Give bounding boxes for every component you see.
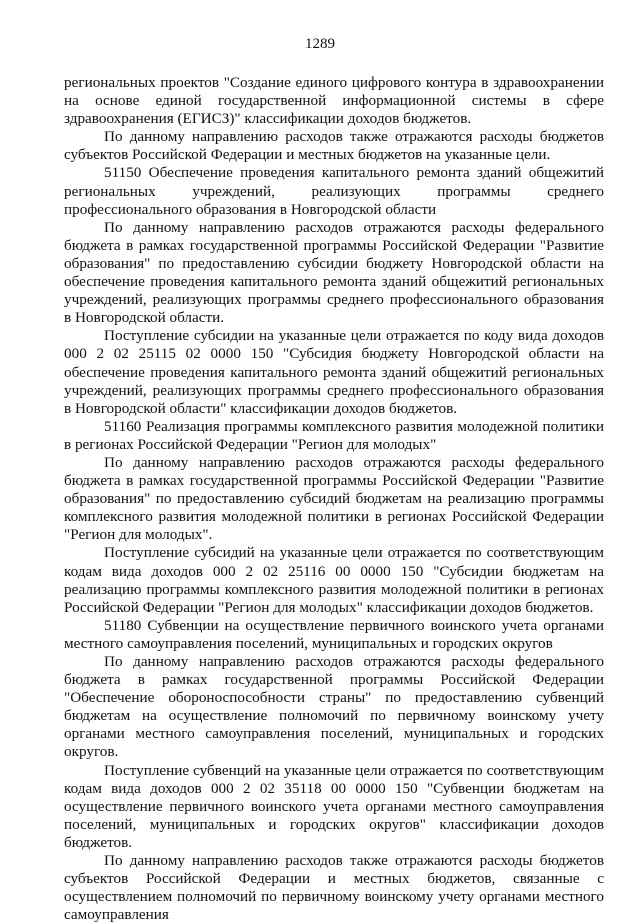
section-heading-51180: 51180 Субвенции на осуществление первичного воинского учета органами местного самоуправления поселений, муниципальных и городских округов xyxy=(64,616,604,652)
paragraph: Поступление субсидии на указанные цели отражается по коду вида доходов 000 2 02 25115 02 0000 150 "Субсидия бюджету Новгородской области на обеспечение проведения капитального ремонта зданий общежитий региональных учреждений, реализующих программы среднего профессионального образования в Новгородской области" классификации доходов бюджетов. xyxy=(64,327,604,417)
section-heading-51160: 51160 Реализация программы комплексного развития молодежной политики в регионах Российской Федерации "Регион для молодых" xyxy=(64,417,604,453)
paragraph-continuation: региональных проектов "Создание единого цифрового контура в здравоохранении на основе единой государственной информационной системы в сфере здравоохранения (ЕГИСЗ)" классификации доходов бюджетов. xyxy=(64,74,604,128)
section-heading-51150: 51150 Обеспечение проведения капитального ремонта зданий общежитий региональных учреждений, реализующих программы среднего профессионального образования в Новгородской области xyxy=(64,164,604,218)
paragraph: Поступление субвенций на указанные цели отражается по соответствующим кодам вида доходов 000 2 02 35118 00 0000 150 "Субвенции бюджетам на осуществление первичного воинского учета органами местного самоуправления поселений, муниципальных и городских округов" классификации доходов бюджетов. xyxy=(64,761,604,851)
page-number: 1289 xyxy=(305,36,335,52)
document-body xyxy=(64,74,604,924)
paragraph: Поступление субсидий на указанные цели отражается по соответствующим кодам вида доходов 000 2 02 25116 00 0000 150 "Субсидии бюджетам на реализацию программы комплексного развития молодежной политики в регионах Российской Федерации "Регион для молодых" классификации доходов бюджетов. xyxy=(64,544,604,616)
paragraph: По данному направлению расходов отражаются расходы федерального бюджета в рамках государственной программы Российской Федерации "Развитие образования" по предоставлению субсидии бюджету Новгородской области на обеспечение проведения капитального ремонта зданий общежитий региональных учреждений, реализующих программы среднего профессионального образования в Новгородской области. xyxy=(64,218,604,327)
paragraph: По данному направлению расходов также отражаются расходы бюджетов субъектов Российской Федерации и местных бюджетов на указанные цели. xyxy=(64,128,604,164)
paragraph: По данному направлению расходов также отражаются расходы бюджетов субъектов Российской Федерации и местных бюджетов, связанные с осуществлением полномочий по первичному воинскому учету органами местного самоуправления xyxy=(64,852,604,924)
paragraph: По данному направлению расходов отражаются расходы федерального бюджета в рамках государственной программы Российской Федерации "Обеспечение обороноспособности страны" по предоставлению субвенций бюджетам на осуществление полномочий по первичному воинскому учету органами местного самоуправления поселений, муниципальных и городских округов. xyxy=(64,653,604,761)
paragraph: По данному направлению расходов отражаются расходы федерального бюджета в рамках государственной программы Российской Федерации "Развитие образования" по предоставлению субсидий бюджетам на реализацию программы комплексного развития молодежной политики в регионах Российской Федерации "Регион для молодых". xyxy=(64,453,604,544)
